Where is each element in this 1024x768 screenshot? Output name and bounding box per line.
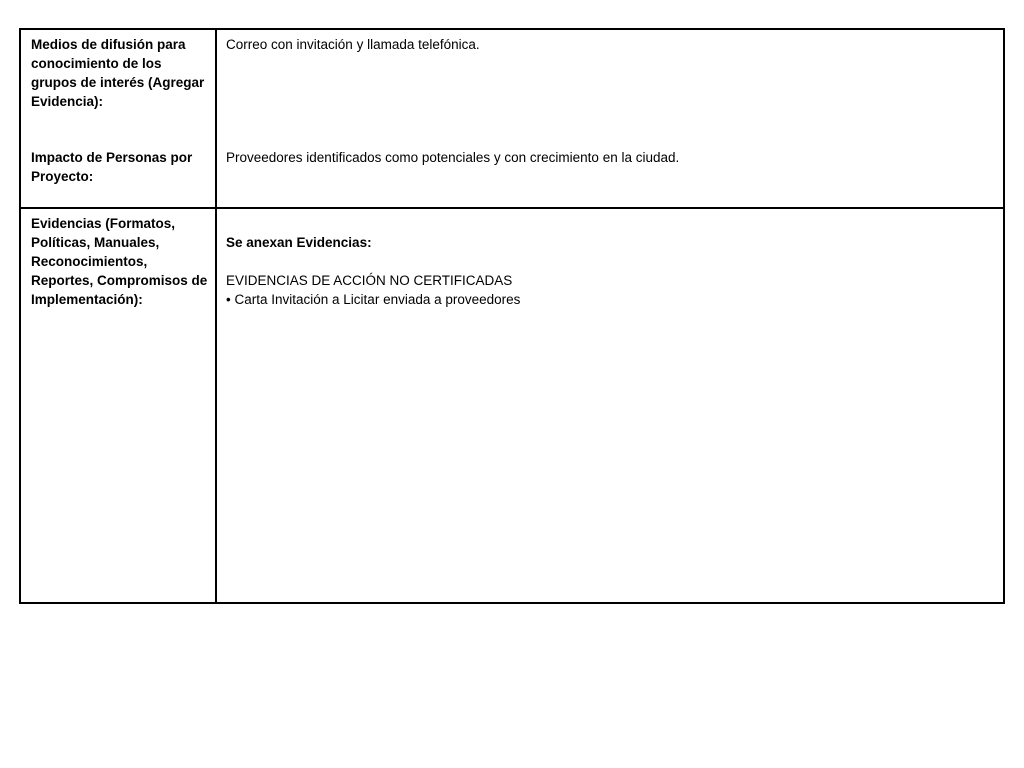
table-row-evidencias bbox=[21, 209, 1003, 602]
evidencias-item-text: Carta Invitación a Licitar enviada a proveedores bbox=[234, 292, 521, 307]
evidencias-list-item bbox=[226, 290, 996, 309]
value-medios-difusion: Correo con invitación y llamada telefónica. bbox=[226, 37, 480, 52]
evidence-table bbox=[19, 28, 1005, 604]
label-medios-difusion: Medios de difusión para conocimiento de los grupos de interés (Agregar Evidencia): bbox=[31, 37, 205, 109]
bullet-icon: • bbox=[226, 292, 231, 307]
evidencias-heading: Se anexan Evidencias: bbox=[226, 235, 372, 250]
label-impacto-personas: Impacto de Personas por Proyecto: bbox=[31, 150, 193, 184]
table-row-difusion bbox=[21, 30, 1003, 209]
value-impacto-personas: Proveedores identificados como potenciales y con crecimiento en la ciudad. bbox=[226, 150, 680, 165]
label-evidencias: Evidencias (Formatos, Políticas, Manuales, Reconocimientos, Reportes, Compromisos de Implementación): bbox=[31, 216, 208, 307]
column-divider bbox=[215, 30, 217, 602]
evidencias-subheading: EVIDENCIAS DE ACCIÓN NO CERTIFICADAS bbox=[226, 273, 513, 288]
